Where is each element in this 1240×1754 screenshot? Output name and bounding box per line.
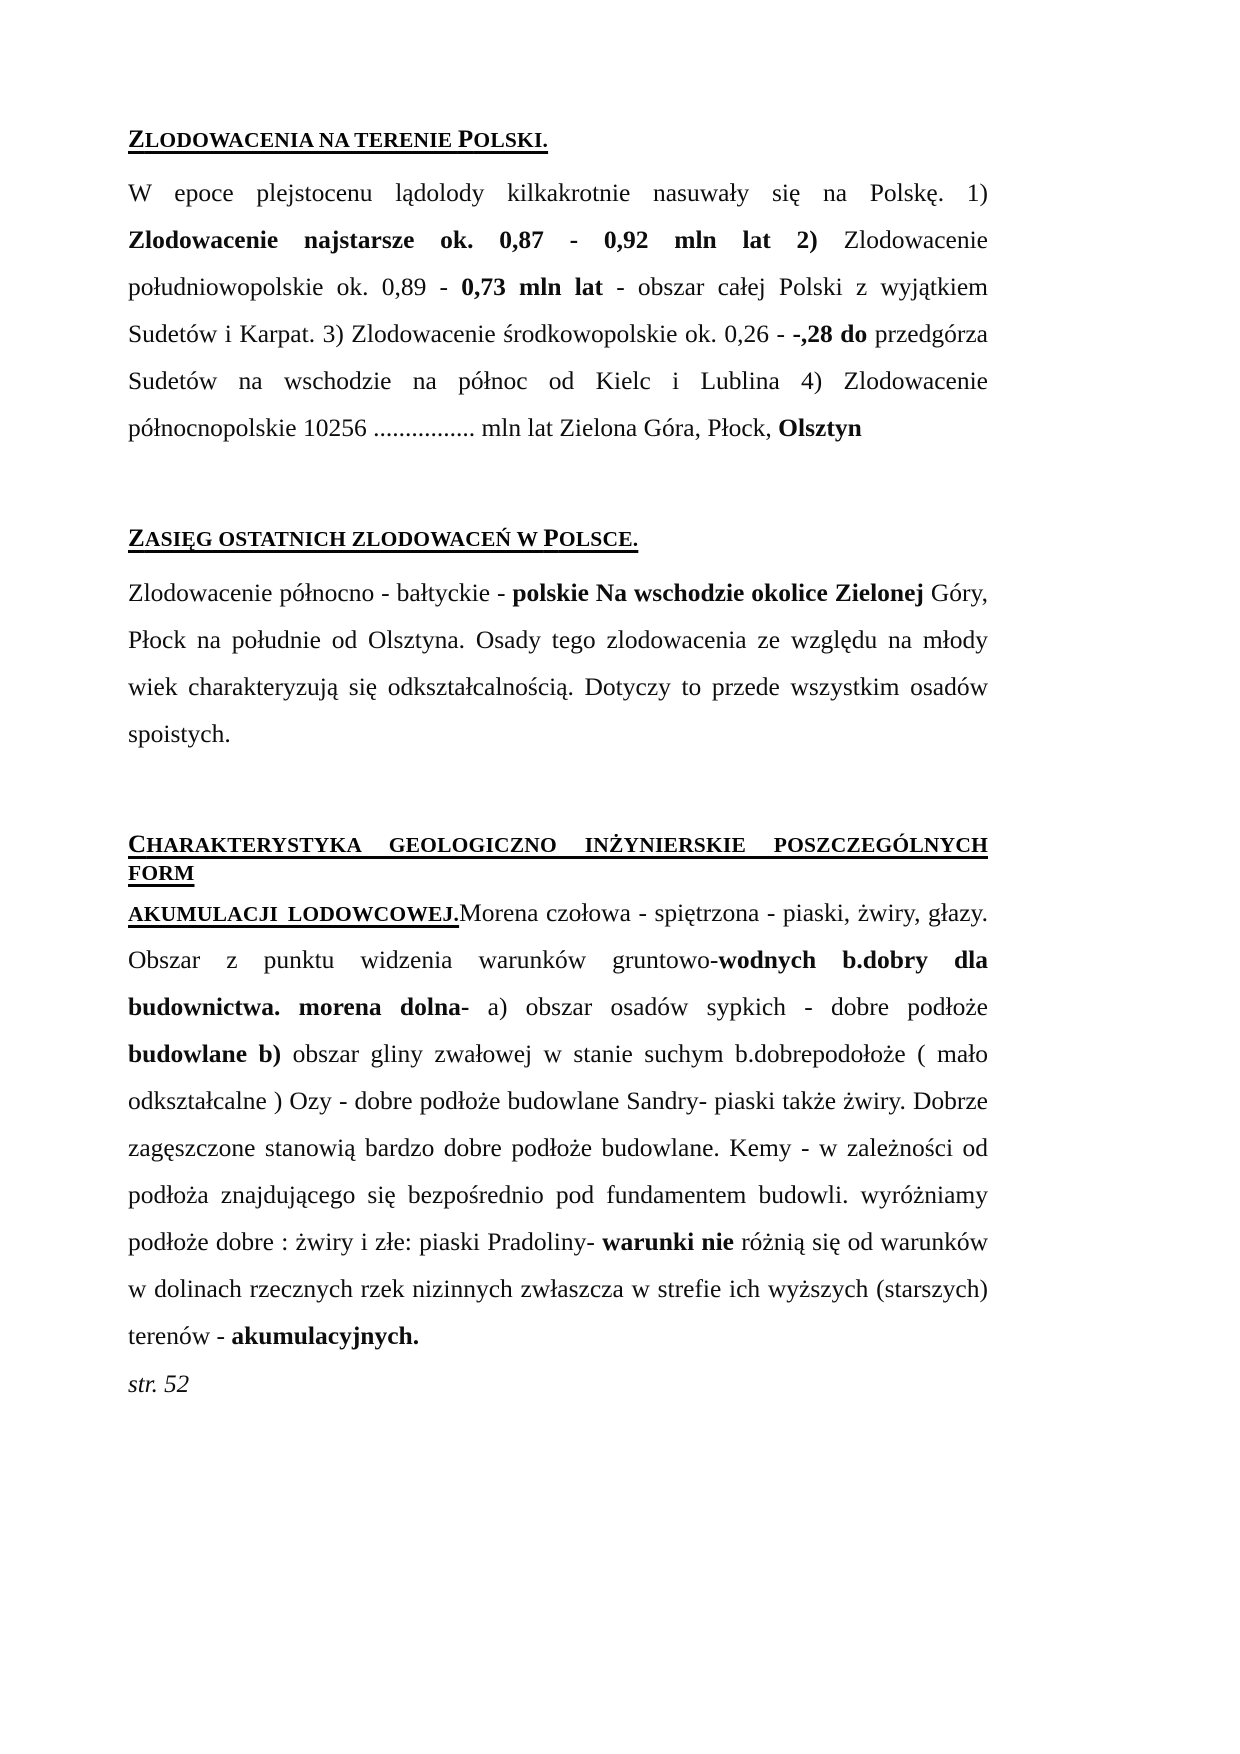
run-3-5: warunki nie [602, 1226, 734, 1256]
heading-2-underlined-text [128, 527, 638, 551]
run-1-1: Zlodowacenie najstarsze ok. 0,87 - 0,92 mln lat 2) [128, 225, 844, 255]
spacer-after-heading-2 [128, 555, 988, 569]
spacer-between-section-1-and-2 [128, 451, 988, 523]
heading-1-second-initial-cap: P [457, 126, 474, 153]
heading-3-continuation-and-body [128, 889, 988, 1359]
paragraph-section-1 [128, 169, 988, 451]
run-2-2: Góry, Płock na południe od Olsztyna. Osady tego zlodowacenia ze względu na młody wiek charakteryzują się odkształcalnością. Dotyczy to przede wszystkim osadów spoistych. [128, 577, 988, 748]
heading-2-second-initial-cap: P [543, 525, 559, 553]
heading-1-second-caps-run: OLSKI. [473, 128, 549, 152]
run-3-3: budowlane b) [128, 1038, 282, 1068]
heading-3-caps-run: HARAKTERYSTYKA GEOLOGICZNO INŻYNIERSKIE POSZCZEGÓLNYCH FORM [128, 832, 988, 885]
heading-2-second-caps-run: OLSCE. [558, 527, 639, 552]
run-1-4: - obszar całej Polski z wyjątkiem Sudetów i Karpat. 3) Zlodowacenie środkowopolskie ok. 0,26 - [128, 272, 988, 349]
run-1-3: 0,73 mln lat [461, 272, 604, 302]
run-2-0: Zlodowacenie północno - bałtyckie - [128, 577, 513, 607]
run-3-7: akumulacyjnych. [231, 1320, 420, 1350]
run-2-1: polskie Na wschodzie okolice Zielonej [512, 577, 924, 607]
run-3-0: Morena czołowa - spiętrzona - piaski, żwiry, głazy. Obszar z punktu widzenia warunków gruntowo- [128, 897, 988, 974]
heading-charakterystyka-geologiczno-inzynierskie [128, 829, 988, 887]
heading-3-initial-cap: C [128, 830, 147, 858]
heading-3-line-2-wrapper [128, 902, 459, 926]
document-content [128, 124, 988, 1405]
run-3-6: różnią się od warunków w dolinach rzecznych rzek nizinnych zwłaszcza w strefie ich wyższych (starszych) terenów - [128, 1226, 989, 1350]
heading-1-initial-cap: Z [128, 126, 145, 153]
run-1-2: Zlodowacenie południowopolskie ok. 0,89 - [128, 225, 988, 302]
run-1-6: przedgórza Sudetów na wschodzie na północ od Kielc i Lublina 4) Zlodowacenie północnopolskie 10256 ................ mln lat Zielona Góra, Płock, [128, 319, 988, 443]
spacer-after-heading-1 [128, 155, 988, 169]
run-3-4: obszar gliny zwałowej w stanie suchym b.dobrepodołoże ( mało odkształcalne ) Ozy - dobre podłoże budowlane Sandry- piaski także żwiry. Dobrze zagęszczone stanowią bardzo dobre podłoże budowlane. Kemy - w zależności od podłoża znajdującego się bezpośrednio pod fundamentem budowli. wyróżniamy podłoże dobre : żwiry i złe: piaski Pradoliny- [128, 1038, 988, 1256]
heading-2-caps-run: ASIĘG OSTATNICH ZLODOWACEŃ W [144, 527, 544, 552]
run-3-1: wodnych b.dobry dla budownictwa. morena dolna- [128, 944, 988, 1021]
run-1-7: Olsztyn [778, 413, 862, 443]
run-1-0: W epoce plejstocenu lądolody kilkakrotnie nasuwały się na Polskę. 1) [128, 178, 988, 208]
heading-zlodowacenia-na-terenie-polski [128, 124, 988, 155]
heading-1-caps-run: LODOWACENIA NA TERENIE [144, 128, 458, 152]
spacer-between-section-2-and-3 [128, 757, 988, 829]
heading-3-underlined-line-1 [128, 830, 988, 885]
page-number-label: str. 52 [128, 1370, 190, 1398]
heading-1-underlined-text [128, 128, 548, 152]
heading-3-underlined-line-2: AKUMULACJI LODOWCOWEJ. [128, 901, 460, 926]
run-1-5: -,28 do [792, 319, 868, 349]
heading-zasieg-ostatnich-zlodowacen-w-polsce [128, 523, 988, 554]
heading-2-initial-cap: Z [128, 525, 145, 553]
run-3-2: a) obszar osadów sypkich - dobre podłoże [469, 991, 988, 1021]
paragraph-section-2 [128, 569, 988, 757]
